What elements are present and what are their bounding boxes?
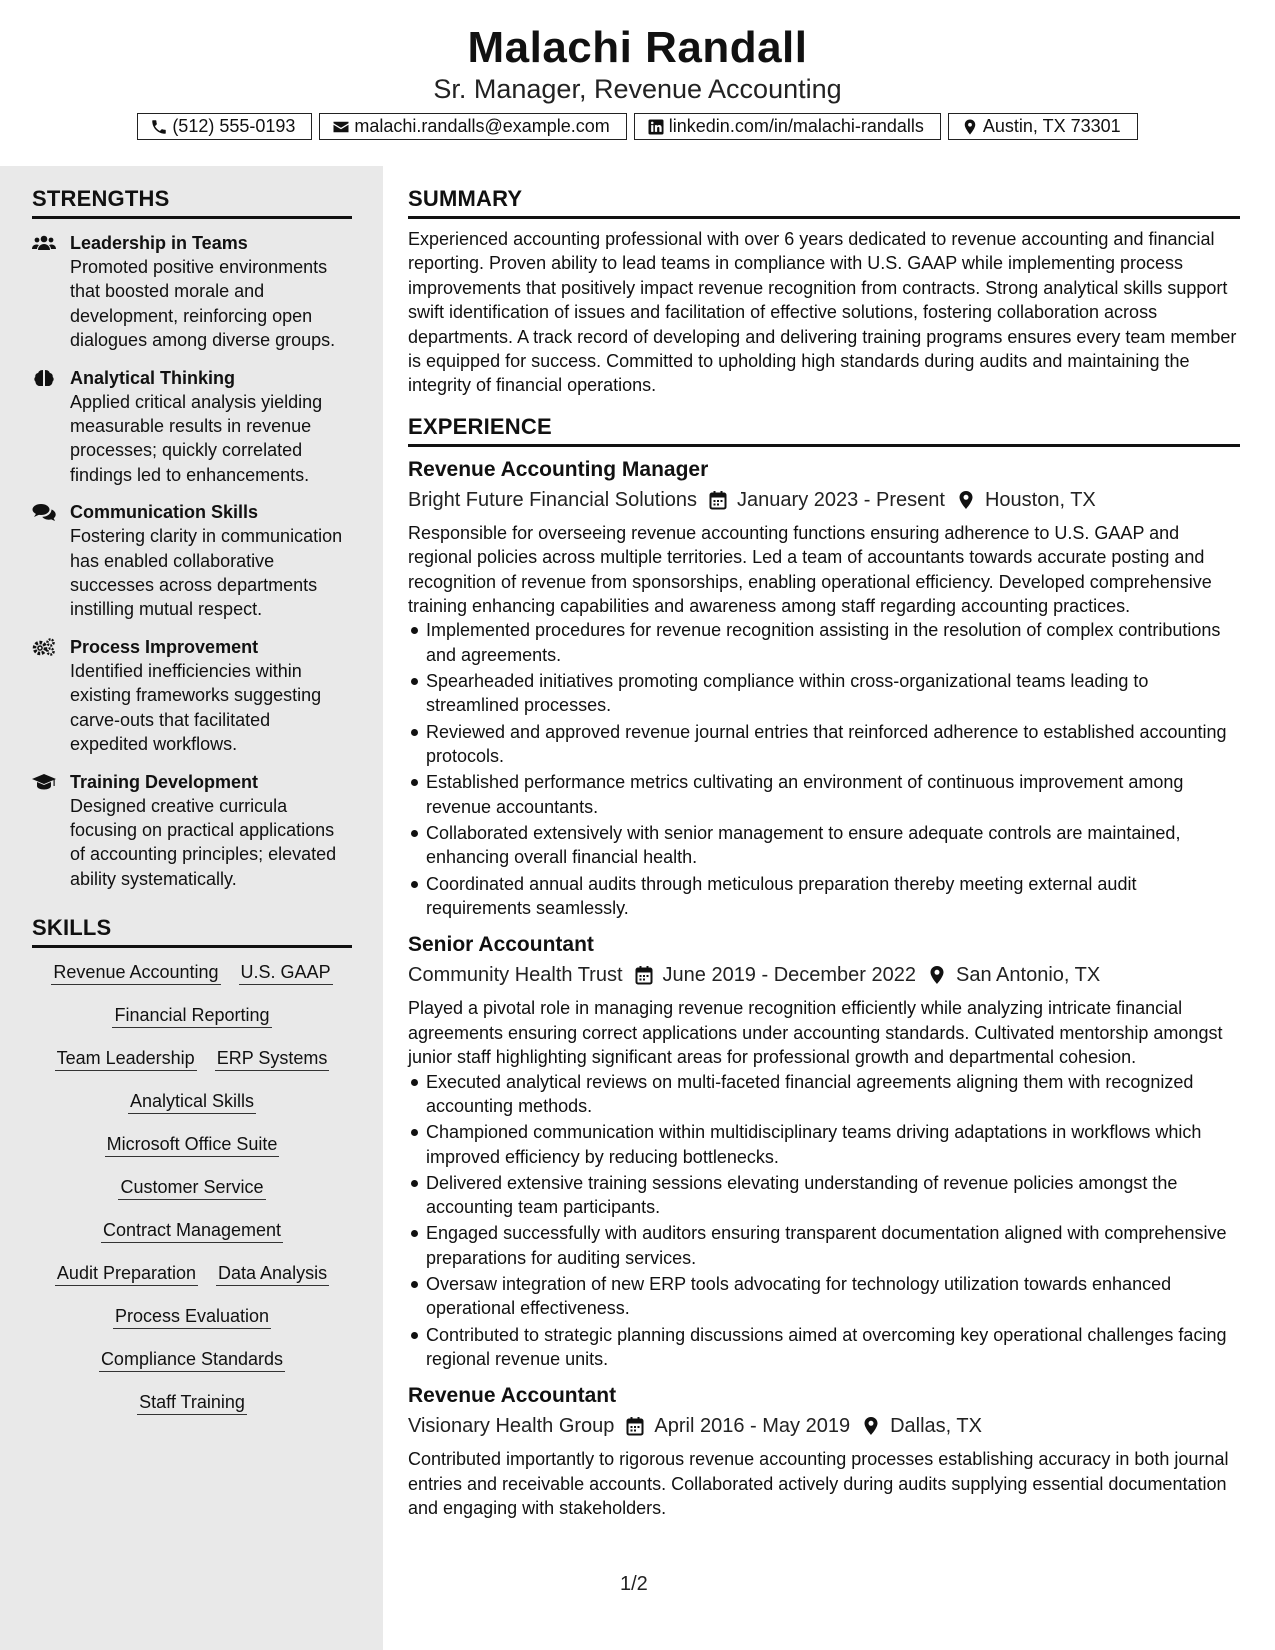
job-bullets xyxy=(408,618,1240,920)
job-title: Senior Accountant xyxy=(408,933,594,957)
experience-heading: EXPERIENCE xyxy=(408,410,1240,447)
resume-header xyxy=(0,0,1275,166)
skill-tag: U.S. GAAP xyxy=(239,960,333,985)
job-description: Played a pivotal role in managing revenue recognition efficiently while analyzing intricate financial agreements ensuring correct applications under accounting standards. Cultivated mentorship amongst junior staff highlighting significant areas for professional growth and departmental cohesion. xyxy=(408,998,1223,1068)
linkedin-text: linkedin.com/in/malachi-randalls xyxy=(668,116,924,136)
skill-tag: Contract Management xyxy=(101,1218,283,1243)
skill-tag: ERP Systems xyxy=(215,1046,330,1071)
skills-list xyxy=(32,960,352,1433)
location-text: Austin, TX 73301 xyxy=(982,116,1121,136)
job-entry xyxy=(408,930,1240,1371)
job-title: Revenue Accountant xyxy=(408,1384,617,1408)
contact-row xyxy=(0,113,1275,140)
strength-desc: Fostering clarity in communication has enabled collaborative successes across departments instilling mutual respect. xyxy=(70,526,343,620)
job-entry xyxy=(408,455,1240,920)
job-bullets xyxy=(408,1070,1240,1372)
comments-icon xyxy=(32,503,56,521)
skill-tag: Team Leadership xyxy=(55,1046,197,1071)
strength-title: Training Development xyxy=(70,771,259,792)
strength-item xyxy=(32,231,352,353)
map-pin-icon xyxy=(961,118,979,136)
bullet-item: Oversaw integration of new ERP tools advocating for technology utilization towards enhanced operational effectiveness. xyxy=(426,1272,1240,1321)
job-dates: April 2016 - May 2019 xyxy=(654,1415,851,1438)
calendar-icon xyxy=(635,965,653,985)
bullet-item: Implemented procedures for revenue recognition assisting in the resolution of complex contributions and agreements. xyxy=(426,618,1240,667)
phone-text: (512) 555-0193 xyxy=(172,116,296,136)
bullet-item: Collaborated extensively with senior management to ensure adequate controls are maintained, enhancing overall financial health. xyxy=(426,821,1240,870)
job-company: Community Health Trust xyxy=(408,964,623,987)
map-pin-icon xyxy=(862,1416,880,1436)
skill-tag: Staff Training xyxy=(137,1390,247,1415)
job-dates: June 2019 - December 2022 xyxy=(662,964,917,987)
job-entry xyxy=(408,1381,1240,1520)
bullet-item: Reviewed and approved revenue journal entries that reinforced adherence to established accounting protocols. xyxy=(426,720,1240,769)
cogs-icon xyxy=(32,638,56,656)
bullet-item: Executed analytical reviews on multi-faceted financial agreements aligning them with recognized accounting methods. xyxy=(426,1070,1240,1119)
summary-text: Experienced accounting professional with over 6 years dedicated to revenue accounting and financial reporting. Proven ability to lead teams in compliance with U.S. GAAP while implementing process improvements that positively impact revenue recognition from contracts. Strong analytical skills support swift identification of issues and facilitation of effective solutions, fostering collaboration across departments. A track record of developing and delivering training programs ensures every team member is equipped for success. Committed to upholding high standards during audits and maintaining the integrity of financial operations. xyxy=(408,229,1237,396)
strength-item xyxy=(32,635,352,757)
skill-tag: Financial Reporting xyxy=(112,1003,271,1028)
strength-desc: Identified inefficiencies within existing frameworks suggesting carve-outs that facilitated expedited workflows. xyxy=(70,660,322,755)
bullet-item: Coordinated annual audits through meticulous preparation thereby meeting external audit requirements seamlessly. xyxy=(426,872,1240,921)
map-pin-icon xyxy=(957,490,975,510)
sidebar xyxy=(0,166,383,1650)
candidate-title: Sr. Manager, Revenue Accounting xyxy=(433,74,842,104)
strength-title: Communication Skills xyxy=(70,502,259,523)
strength-item xyxy=(32,770,352,892)
calendar-icon xyxy=(709,490,727,510)
contact-linkedin[interactable] xyxy=(634,113,941,140)
brain-icon xyxy=(32,369,56,387)
skill-tag: Revenue Accounting xyxy=(51,960,220,985)
skill-tag: Analytical Skills xyxy=(128,1089,256,1114)
strength-item xyxy=(32,500,352,622)
strength-desc: Promoted positive environments that boosted morale and development, reinforcing open dialogues among diverse groups. xyxy=(70,257,336,351)
skill-tag: Customer Service xyxy=(118,1175,265,1200)
bullet-item: Contributed to strategic planning discussions aimed at overcoming key operational challenges facing regional revenue units. xyxy=(426,1323,1240,1372)
job-meta xyxy=(408,960,1240,990)
strength-desc: Designed creative curricula focusing on practical applications of accounting principles; elevated ability systematically. xyxy=(70,795,337,889)
job-location: San Antonio, TX xyxy=(956,964,1101,987)
skill-tag: Compliance Standards xyxy=(99,1347,285,1372)
job-meta xyxy=(408,485,1240,515)
email-text: malachi.randalls@example.com xyxy=(354,116,610,136)
users-icon xyxy=(32,234,56,252)
job-dates: January 2023 - Present xyxy=(737,488,945,511)
job-location: Dallas, TX xyxy=(890,1415,982,1438)
linkedin-icon xyxy=(647,118,665,136)
strength-desc: Applied critical analysis yielding measurable results in revenue processes; quickly correlated findings led to enhancements. xyxy=(70,391,323,485)
main-content xyxy=(408,166,1240,1531)
page-number: 1/2 xyxy=(620,1573,648,1595)
contact-location[interactable] xyxy=(948,113,1138,140)
job-description: Responsible for overseeing revenue accounting functions ensuring adherence to U.S. GAAP and regional policies across multiple territories. Led a team of accountants towards accurate posting and recognition of revenue from sponsorships, enabling operational efficiency. Developed comprehensive training enhancing capabilities and awareness among staff regarding accounting practices. xyxy=(408,522,1212,617)
skills-heading: SKILLS xyxy=(32,911,352,948)
candidate-name: Malachi Randall xyxy=(467,23,808,72)
skill-tag: Audit Preparation xyxy=(55,1261,198,1286)
envelope-icon xyxy=(332,118,350,136)
strength-title: Analytical Thinking xyxy=(70,367,236,388)
strength-item xyxy=(32,366,352,488)
skill-tag: Process Evaluation xyxy=(113,1304,271,1329)
skill-tag: Data Analysis xyxy=(216,1261,329,1286)
calendar-icon xyxy=(626,1416,644,1436)
contact-email[interactable] xyxy=(319,113,626,140)
bullet-item: Established performance metrics cultivating an environment of continuous improvement among revenue accountants. xyxy=(426,770,1240,819)
strengths-heading: STRENGTHS xyxy=(32,182,352,219)
bullet-item: Championed communication within multidisciplinary teams driving adaptations in workflows which improved efficiency by reducing bottlenecks. xyxy=(426,1120,1240,1169)
job-title: Revenue Accounting Manager xyxy=(408,457,709,481)
map-pin-icon xyxy=(928,965,946,985)
job-company: Bright Future Financial Solutions xyxy=(408,488,698,511)
contact-phone[interactable] xyxy=(137,113,312,140)
job-meta xyxy=(408,1411,1240,1441)
job-location: Houston, TX xyxy=(984,488,1096,511)
bullet-item: Spearheaded initiatives promoting compliance within cross-organizational teams leading to streamlined processes. xyxy=(426,669,1240,718)
skill-tag: Microsoft Office Suite xyxy=(105,1132,280,1157)
bullet-item: Engaged successfully with auditors ensuring transparent documentation aligned with comprehensive preparations for auditing services. xyxy=(426,1221,1240,1270)
job-company: Visionary Health Group xyxy=(408,1415,615,1438)
summary-heading: SUMMARY xyxy=(408,182,1240,219)
graduation-cap-icon xyxy=(32,773,56,791)
phone-icon xyxy=(150,118,168,136)
strength-title: Leadership in Teams xyxy=(70,233,248,253)
bullet-item: Delivered extensive training sessions elevating understanding of revenue policies amongst the accounting team participants. xyxy=(426,1171,1240,1220)
job-description: Contributed importantly to rigorous revenue accounting processes establishing accuracy in both journal entries and receivable accounts. Collaborated actively during audits supplying essential documentation and engaging with stakeholders. xyxy=(408,1449,1229,1519)
strength-title: Process Improvement xyxy=(70,636,259,657)
